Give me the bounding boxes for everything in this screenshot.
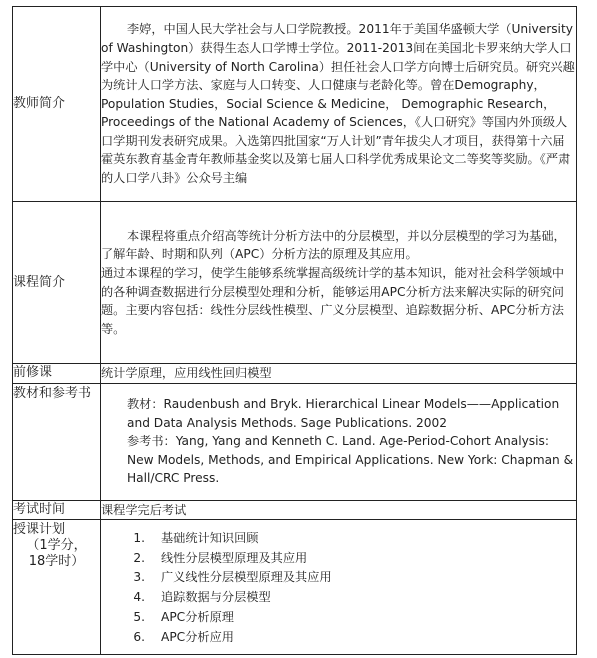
plan-item (101, 588, 576, 608)
plan-item-number: 3. (133, 570, 145, 585)
plan-item-text: 追踪数据与分层模型 (161, 590, 271, 605)
course-label: 课程简介 (13, 202, 101, 364)
plan-item (101, 549, 576, 569)
plan-label (13, 520, 101, 655)
plan-item-number: 4. (133, 590, 145, 605)
textbook-text: 教材：Raudenbush and Bryk. Hierarchical Linear Models——Application and Data Analysis Methods. Sage Publications. 2002 (127, 397, 560, 430)
course-intro-text-2: 通过本课程的学习，使学生能够系统掌握高级统计学的基本知识，能对社会科学领域中的各种调查数据进行分层模型处理和分析，能够运用APC分析方法来解决实际的研究问题。主要内容包括：线性分层线性模型、广义分层模型、追踪数据分析、APC分析方法等。 (101, 265, 565, 336)
books-content (101, 383, 577, 500)
plan-list (101, 529, 576, 647)
reference-book-text: 参考书：Yang, Yang and Kenneth C. Land. Age-Period-Cohort Analysis: New Models, Methods, and Empirical Applications. New York: Chapman & Hall/CRC Press. (127, 434, 574, 486)
plan-item-text: 线性分层模型原理及其应用 (161, 550, 308, 565)
plan-label-hours: 18学时） (28, 554, 85, 570)
exam-value: 课程学完后考试 (101, 500, 577, 520)
plan-item (101, 529, 576, 549)
plan-item-text: 基础统计知识回顾 (161, 531, 259, 546)
plan-item-text: APC分析应用 (161, 629, 234, 644)
plan-item-number: 2. (133, 550, 145, 565)
course-row (13, 202, 577, 364)
plan-item-text: APC分析原理 (161, 609, 234, 624)
books-row (13, 383, 577, 500)
plan-item (101, 608, 576, 628)
prereq-value: 统计学原理，应用线性回归模型 (101, 364, 577, 384)
teacher-row (13, 7, 577, 202)
course-intro (101, 202, 577, 364)
plan-item (101, 628, 576, 648)
prereq-label: 前修课 (13, 364, 101, 384)
plan-item (101, 568, 576, 588)
plan-label-title: 授课计划 (13, 522, 66, 538)
exam-row (13, 500, 577, 520)
teacher-intro-text: 李婷，中国人民大学社会与人口学院教授。2011年于美国华盛顿大学（University of Washington）获得生态人口学博士学位。2011-2013间在美国北卡罗来纳大学人口学中心（University of North Carolina）担任社会人口学方向博士后研究员。研究兴趣为统计人口学方法、家庭与人口转变、人口健康与老龄化等。曾在Demography，Population Studies，Social Science & Medicine， Demographic Research，Proceedings of the National Academy of Sciences，《人口研究》等国内外顶级人口学期刊发表研究成果。入选第四批国家“万人计划”青年拔尖人才项目，获得第十六届霍英东教育基金青年教师基金奖以及第七届人口科学优秀成果论文二等奖等奖励。《严肃的人口学八卦》公众号主编 (101, 22, 575, 186)
teacher-intro (101, 7, 577, 202)
plan-item-number: 6. (133, 629, 145, 644)
exam-label: 考试时间 (13, 500, 101, 520)
books-block (101, 395, 576, 488)
plan-content (101, 520, 577, 655)
plan-row (13, 520, 577, 655)
course-intro-text-1: 本课程将重点介绍高等统计分析方法中的分层模型，并以分层模型的学习为基础，了解年龄、时期和队列（APC）分析方法的原理及其应用。 (101, 228, 566, 262)
plan-item-number: 5. (133, 609, 145, 624)
course-info-table (12, 6, 577, 655)
teacher-label: 教师简介 (13, 7, 101, 202)
books-label: 教材和参考书 (13, 383, 101, 500)
plan-label-credits: （1学分， (26, 538, 87, 554)
plan-item-number: 1. (133, 531, 145, 546)
plan-item-text: 广义线性分层模型原理及其应用 (161, 570, 332, 585)
prereq-row (13, 364, 577, 384)
